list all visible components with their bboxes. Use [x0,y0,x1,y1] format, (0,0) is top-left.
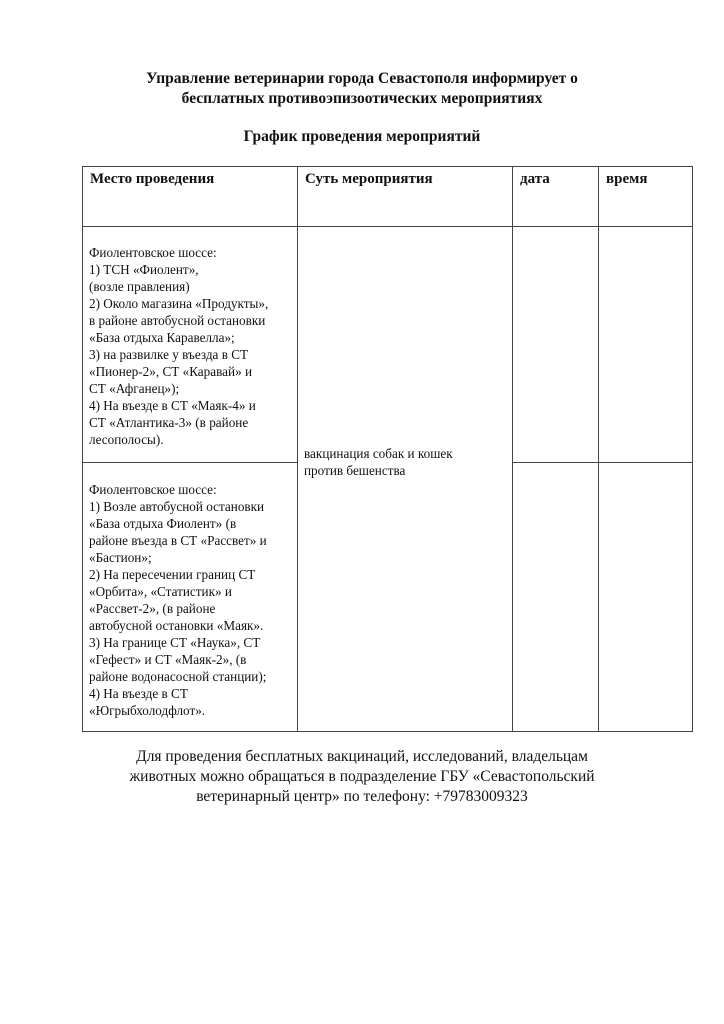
merged-activity-cell: вакцинация собак и кошек против бешенства [304,446,453,478]
table-row-1-place: Фиолентовское шоссе: 1) ТСН «Фиолент», (возле правления) 2) Около магазина «Продукты», в районе автобусной остановки «База отдыха Каравелла»; 3) на развилке у въезда в СТ «Пионер-2», СТ «Каравай» и СТ «Афганец»); 4) На въезде в СТ «Маяк-4» и СТ «Атлантика-3» (в районе лесополосы). [89,245,269,447]
column-header-time: время [606,171,648,187]
table-row-2-place: Фиолентовское шоссе: 1) Возле автобусной остановки «База отдыха Фиолент» (в районе въезда в СТ «Рассвет» и «Бастион»; 2) На пересечении границ СТ «Орбита», «Статистик» и «Рассвет-2», (в районе автобусной остановки «Маяк». 3) На границе СТ «Наука», СТ «Гефест» и СТ «Маяк-2», (в районе водонасосной станции); 4) На въезде в СТ «Югрыбхолодфлот». [89,482,267,718]
column-header-place: Место проведения [90,171,215,187]
header-divider [82,226,693,227]
contact-note: Для проведения бесплатных вакцинаций, исследований, владельцам животных можно обращаться в подразделение ГБУ «Севастопольский ветеринарный центр» по телефону: +79783009323 [129,748,595,805]
row-divider [512,462,693,463]
document-title-line-2: бесплатных противоэпизоотических мероприятиях [181,90,543,107]
row-divider [82,462,297,463]
column-header-activity: Суть мероприятия [305,171,433,187]
column-divider [598,166,599,732]
column-divider [512,166,513,732]
document-title-line-1: Управление ветеринарии города Севастополя информирует о [146,70,578,87]
schedule-heading: График проведения мероприятий [243,128,481,145]
column-header-date: дата [520,171,550,187]
document-title [0,69,724,109]
